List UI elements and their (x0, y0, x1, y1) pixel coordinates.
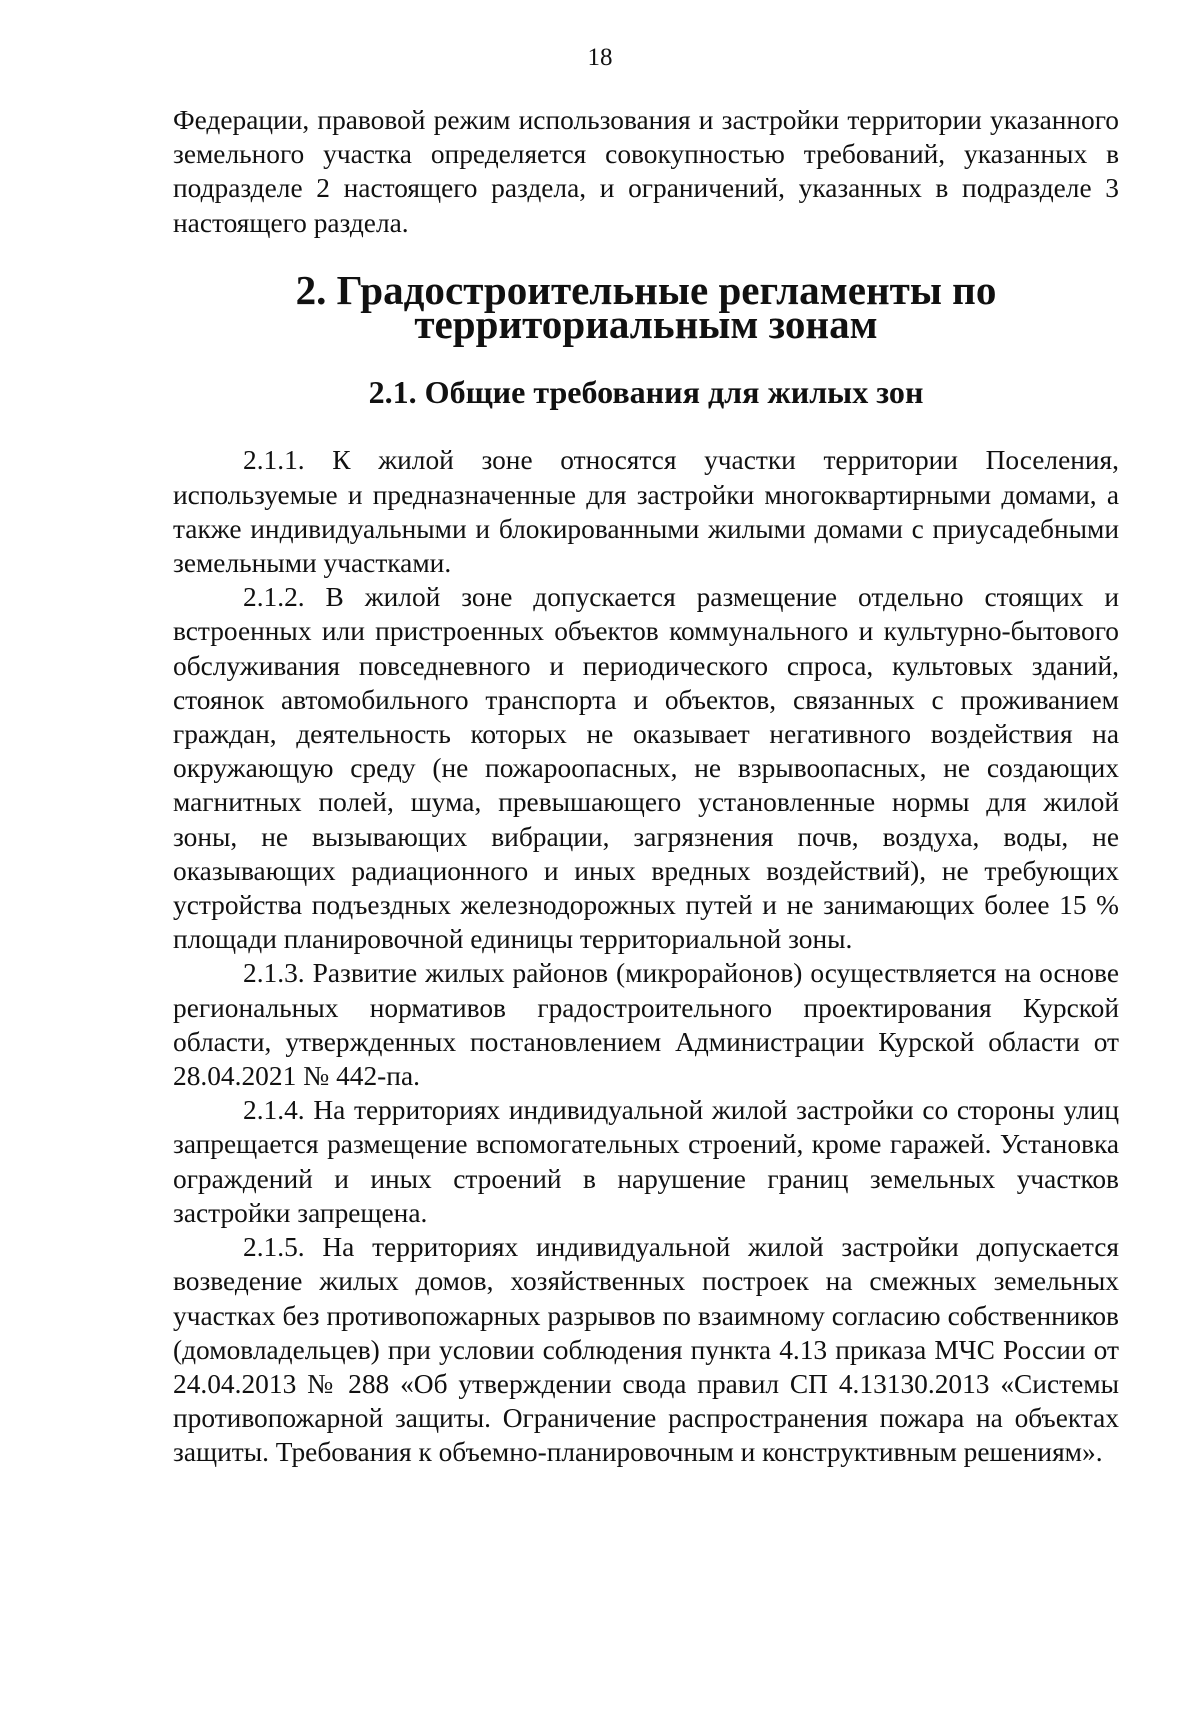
clause-2-1-3: 2.1.3. Развитие жилых районов (микрорайонов) осуществляется на основе региональных нормативов градостроительного проектирования Курской области, утвержденных постановлением Администрации Курской области от 28.04.2021 № 442-па. (173, 958, 1119, 1092)
page-number: 18 (587, 44, 613, 71)
clause-2-1-1: 2.1.1. К жилой зоне относятся участки территории Поселения, используемые и предназначенные для застройки многоквартирными домами, а также индивидуальными и блокированными жилыми домами с приусадебными земельными участками. (173, 445, 1119, 579)
clause-2-1-4: 2.1.4. На территориях индивидуальной жилой застройки со стороны улиц запрещается размещение вспомогательных строений, кроме гаражей. Установка ограждений и иных строений в нарушение границ земельных участков застройки запрещена. (173, 1095, 1119, 1228)
section-heading: 2. Градостроительные регламенты по территориальным зонам (295, 266, 997, 348)
clause-2-1-5: 2.1.5. На территориях индивидуальной жилой застройки допускается возведение жилых домов, хозяйственных построек на смежных земельных участках без противопожарных разрывов по взаимному согласию собственников (домовладельцев) при условии соблюдения пункта 4.13 приказа МЧС России от 24.04.2013 № 288 «Об утверждении свода правил СП 4.13130.2013 «Системы противопожарной защиты. Ограничение распространения пожара на объектах защиты. Требования к объемно-планировочным и конструктивным решениям». (173, 1232, 1119, 1468)
document-body (173, 103, 1119, 1470)
clause-2-1-2: 2.1.2. В жилой зоне допускается размещение отдельно стоящих и встроенных или пристроенных объектов коммунального и культурно-бытового обслуживания повседневного и периодического спроса, культовых зданий, стоянок автомобильного транспорта и объектов, связанных с проживанием граждан, деятельность которых не оказывает негативного воздействия на окружающую среду (не пожароопасных, не взрывоопасных, не создающих магнитных полей, шума, превышающего установленные нормы для жилой зоны, не вызывающих вибрации, загрязнения почв, воздуха, воды, не оказывающих радиационного и иных вредных воздействий), не требующих устройства подъездных железнодорожных путей и не занимающих более 15 % площади планировочной единицы территориальной зоны. (173, 582, 1119, 955)
subsection-heading: 2.1. Общие требования для жилых зон (368, 374, 924, 411)
intro-paragraph: Федерации, правовой режим использования и застройки территории указанного земельного участка определяется совокупностью требований, указанных в подразделе 2 настоящего раздела, и ограничений, указанных в подразделе 3 настоящего раздела. (173, 105, 1119, 238)
